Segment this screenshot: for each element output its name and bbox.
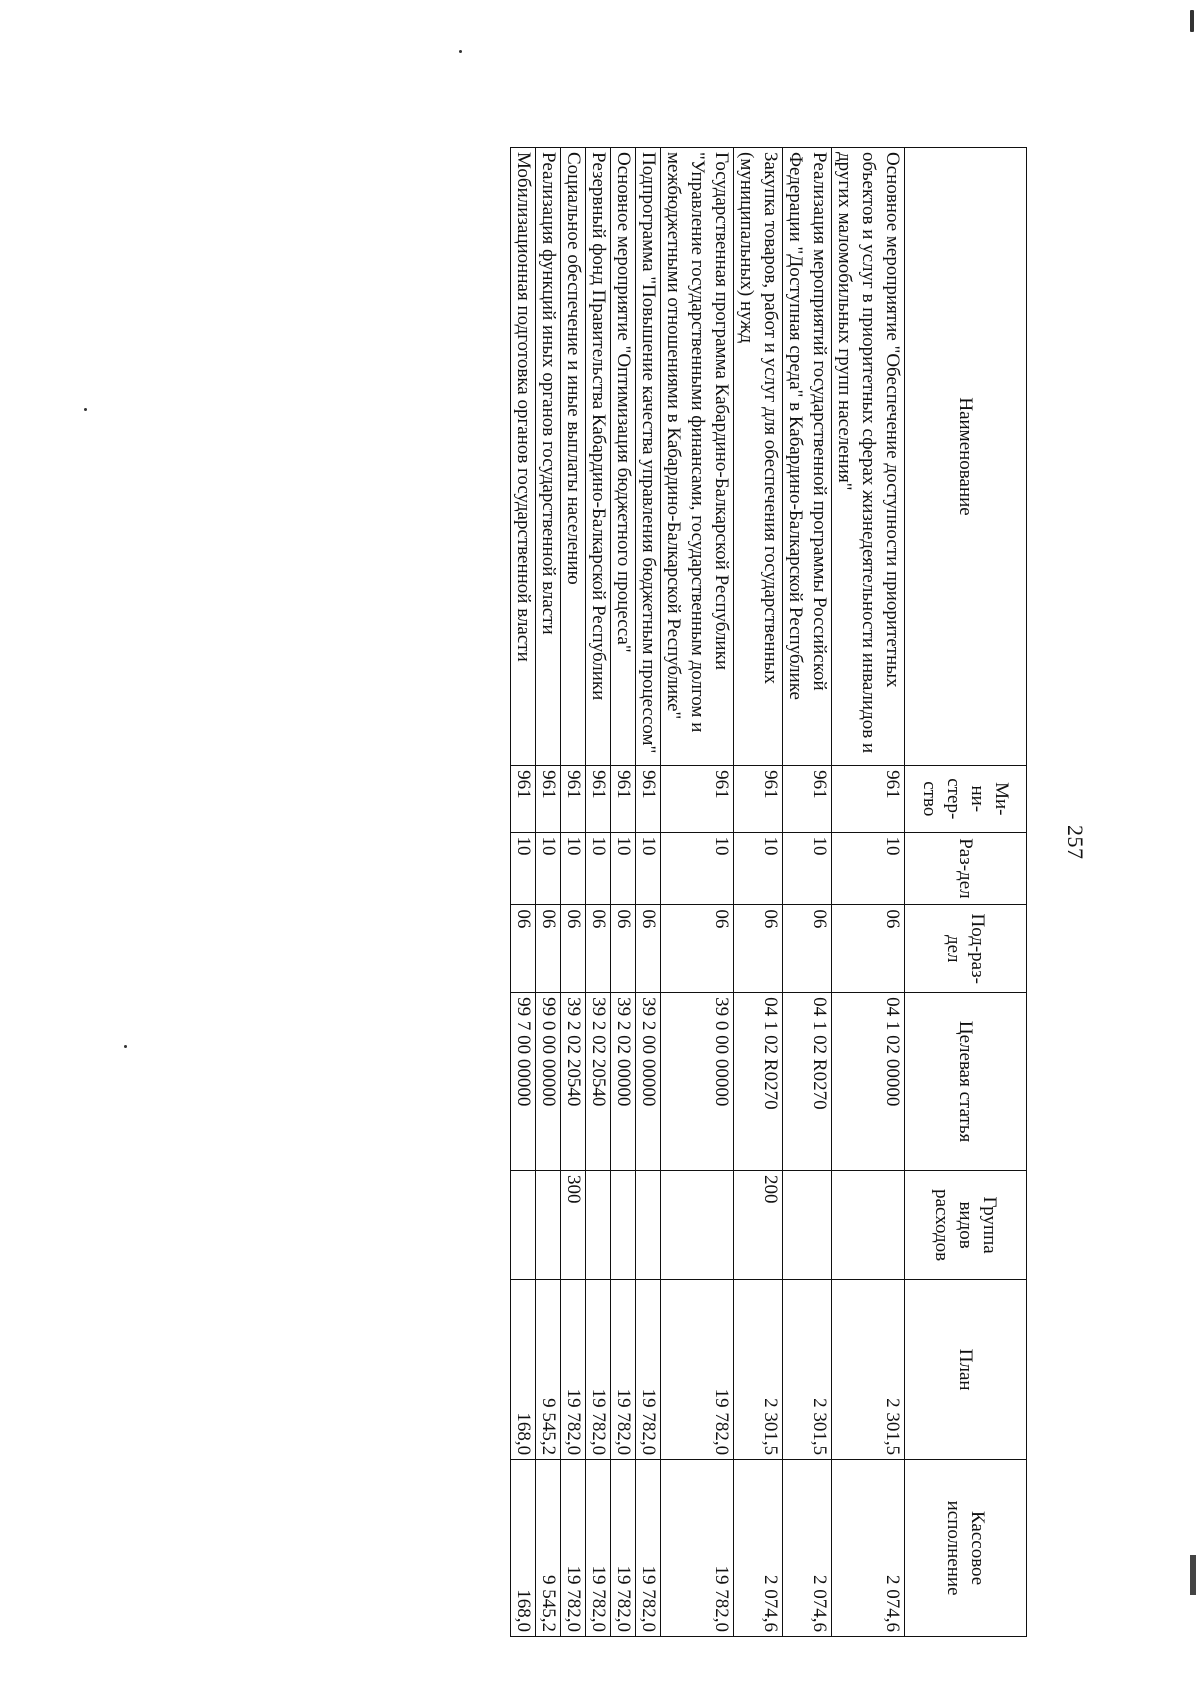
cell-section: 10 — [511, 832, 536, 905]
cell-group — [636, 1170, 661, 1279]
table-row — [783, 148, 832, 1637]
cell-cash: 19 782,0 — [611, 1460, 636, 1637]
header-section: Раз-дел — [905, 832, 1027, 905]
table-row — [511, 148, 536, 1637]
cell-name: Мобилизационная подготовка органов государственной власти — [511, 148, 536, 766]
cell-name: Реализация мероприятий государственной программы Российской Федерации "Доступная среда" в Кабардино-Балкарской Республике — [783, 148, 832, 766]
cell-cash: 19 782,0 — [661, 1460, 734, 1637]
header-subsection: Под-раз-дел — [905, 905, 1027, 993]
table-row — [636, 148, 661, 1637]
cell-section: 10 — [636, 832, 661, 905]
header-expense-group: Группа видов расходов — [905, 1170, 1027, 1279]
cell-group — [536, 1170, 561, 1279]
table-row — [586, 148, 611, 1637]
cell-cash: 19 782,0 — [561, 1460, 586, 1637]
header-plan: План — [905, 1280, 1027, 1460]
cell-subsection: 06 — [832, 905, 905, 993]
scan-speck — [84, 408, 87, 411]
table-row — [832, 148, 905, 1637]
cell-cash: 19 782,0 — [636, 1460, 661, 1637]
cell-subsection: 06 — [586, 905, 611, 993]
cell-ministry: 961 — [783, 766, 832, 832]
cell-section: 10 — [611, 832, 636, 905]
cell-target: 39 0 00 00000 — [661, 993, 734, 1171]
scan-edge-mark — [1190, 1555, 1196, 1595]
cell-target: 39 2 00 00000 — [636, 993, 661, 1171]
cell-target: 04 1 02 R0270 — [783, 993, 832, 1171]
cell-section: 10 — [561, 832, 586, 905]
cell-plan: 19 782,0 — [661, 1280, 734, 1460]
cell-subsection: 06 — [636, 905, 661, 993]
cell-ministry: 961 — [561, 766, 586, 832]
header-ministry: Ми-ни-стер-ство — [905, 766, 1027, 832]
table-row — [661, 148, 734, 1637]
cell-ministry: 961 — [511, 766, 536, 832]
cell-plan: 9 545,2 — [536, 1280, 561, 1460]
cell-subsection: 06 — [561, 905, 586, 993]
cell-target: 39 2 02 00000 — [611, 993, 636, 1171]
cell-plan: 2 301,5 — [734, 1280, 783, 1460]
cell-ministry: 961 — [536, 766, 561, 832]
page-number: 257 — [1063, 825, 1088, 860]
table-header-row — [905, 148, 1027, 1637]
cell-ministry: 961 — [636, 766, 661, 832]
cell-plan: 168,0 — [511, 1280, 536, 1460]
table-row — [611, 148, 636, 1637]
cell-group: 300 — [561, 1170, 586, 1279]
cell-subsection: 06 — [783, 905, 832, 993]
cell-cash: 2 074,6 — [832, 1460, 905, 1637]
cell-ministry: 961 — [661, 766, 734, 832]
cell-ministry: 961 — [586, 766, 611, 832]
scan-speck — [124, 1045, 127, 1048]
cell-target: 39 2 02 20540 — [586, 993, 611, 1171]
cell-plan: 19 782,0 — [586, 1280, 611, 1460]
cell-group — [783, 1170, 832, 1279]
cell-subsection: 06 — [734, 905, 783, 993]
cell-cash: 2 074,6 — [783, 1460, 832, 1637]
cell-target: 04 1 02 R0270 — [734, 993, 783, 1171]
cell-section: 10 — [586, 832, 611, 905]
cell-group — [611, 1170, 636, 1279]
cell-name: Основное мероприятие "Оптимизация бюджетного процесса" — [611, 148, 636, 766]
table-row — [561, 148, 586, 1637]
header-name: Наименование — [905, 148, 1027, 766]
table-row — [536, 148, 561, 1637]
cell-name: Подпрограмма "Повышение качества управления бюджетным процессом" — [636, 148, 661, 766]
table-row — [734, 148, 783, 1637]
cell-cash: 9 545,2 — [536, 1460, 561, 1637]
cell-ministry: 961 — [734, 766, 783, 832]
cell-group: 200 — [734, 1170, 783, 1279]
cell-subsection: 06 — [536, 905, 561, 993]
cell-plan: 19 782,0 — [636, 1280, 661, 1460]
cell-section: 10 — [783, 832, 832, 905]
cell-plan: 2 301,5 — [832, 1280, 905, 1460]
cell-name: Государственная программа Кабардино-Балкарской Республики "Управление государственными финансами, государственным долгом и межбюджетными отношениями в Кабардино-Балкарской Республике" — [661, 148, 734, 766]
cell-cash: 168,0 — [511, 1460, 536, 1637]
cell-target: 04 1 02 00000 — [832, 993, 905, 1171]
cell-name: Закупка товаров, работ и услуг для обеспечения государственных (муниципальных) нужд — [734, 148, 783, 766]
cell-subsection: 06 — [511, 905, 536, 993]
cell-target: 99 0 00 00000 — [536, 993, 561, 1171]
scan-speck — [1190, 10, 1194, 32]
cell-target: 99 7 00 00000 — [511, 993, 536, 1171]
scan-speck — [459, 50, 462, 53]
header-cash-execution: Кассовое исполнение — [905, 1460, 1027, 1637]
cell-cash: 2 074,6 — [734, 1460, 783, 1637]
cell-group — [511, 1170, 536, 1279]
cell-group — [661, 1170, 734, 1279]
cell-name: Резервный фонд Правительства Кабардино-Балкарской Республики — [586, 148, 611, 766]
cell-plan: 19 782,0 — [611, 1280, 636, 1460]
cell-name: Основное мероприятие "Обеспечение доступности приоритетных объектов и услуг в приоритетных сферах жизнедеятельности инвалидов и других маломобильных групп населения" — [832, 148, 905, 766]
cell-name: Реализация функций иных органов государственной власти — [536, 148, 561, 766]
cell-group — [586, 1170, 611, 1279]
cell-group — [832, 1170, 905, 1279]
cell-ministry: 961 — [832, 766, 905, 832]
cell-section: 10 — [832, 832, 905, 905]
cell-ministry: 961 — [611, 766, 636, 832]
cell-subsection: 06 — [611, 905, 636, 993]
cell-subsection: 06 — [661, 905, 734, 993]
cell-target: 39 2 02 20540 — [561, 993, 586, 1171]
cell-section: 10 — [734, 832, 783, 905]
budget-table — [510, 147, 1027, 1637]
cell-plan: 2 301,5 — [783, 1280, 832, 1460]
header-target-article: Целевая статья — [905, 993, 1027, 1171]
cell-cash: 19 782,0 — [586, 1460, 611, 1637]
cell-name: Социальное обеспечение и иные выплаты населению — [561, 148, 586, 766]
cell-plan: 19 782,0 — [561, 1280, 586, 1460]
cell-section: 10 — [536, 832, 561, 905]
cell-section: 10 — [661, 832, 734, 905]
